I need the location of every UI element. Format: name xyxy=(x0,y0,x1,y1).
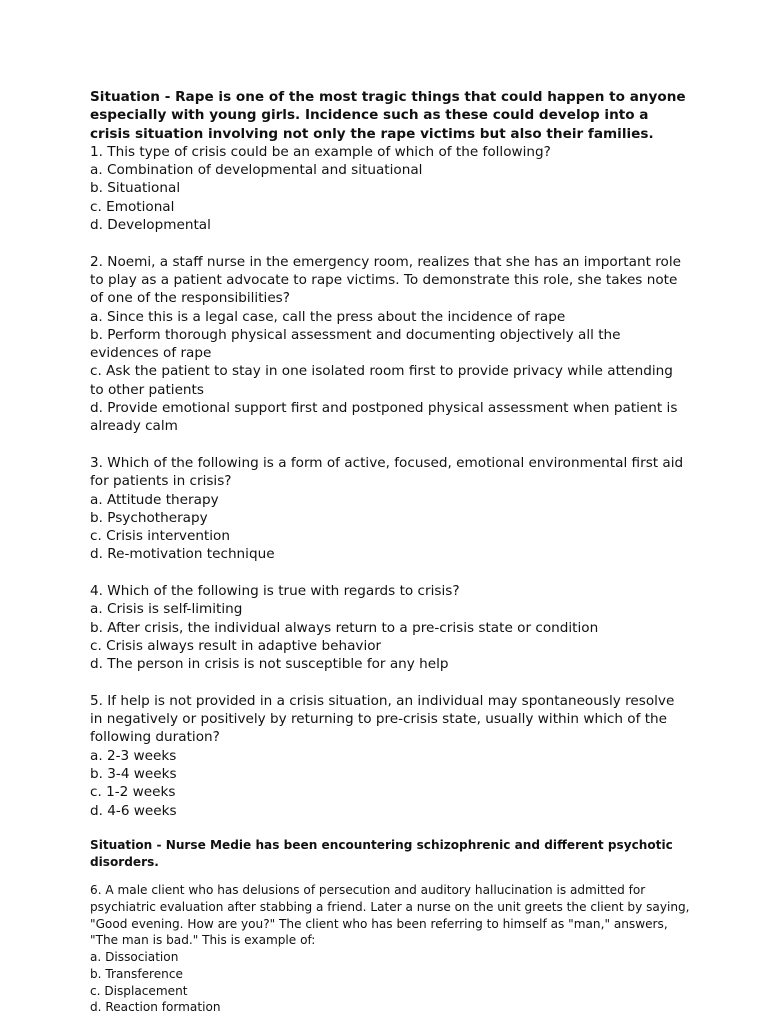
spacer xyxy=(90,436,690,454)
situation-2-text: Situation - Nurse Medie has been encountering schizophrenic and different psychotic disorders. xyxy=(90,837,673,869)
option-b: b. Psychotherapy xyxy=(90,509,208,526)
spacer xyxy=(90,674,690,692)
spacer xyxy=(90,234,690,252)
option-b: b. Perform thorough physical assessment and documenting objectively all the evidences of rape xyxy=(90,326,621,362)
question-stem: 4. Which of the following is true with regards to crisis? xyxy=(90,583,460,600)
option-a: a. Crisis is self-limiting xyxy=(90,601,243,618)
spacer xyxy=(90,564,690,582)
document-body xyxy=(90,88,690,1016)
option-d: d. Re-motivation technique xyxy=(90,546,275,563)
option-c: c. Ask the patient to stay in one isolated room first to provide privacy while attending to other patients xyxy=(90,363,673,398)
question-stem: 3. Which of the following is a form of active, focused, emotional environmental first aid for patients in crisis? xyxy=(90,454,684,490)
option-c: c. Crisis intervention xyxy=(90,528,230,545)
option-b: b. After crisis, the individual always return to a pre-crisis state or condition xyxy=(90,619,599,636)
question-stem: 1. This type of crisis could be an example of which of the following? xyxy=(90,143,551,160)
spacer xyxy=(90,820,690,837)
situation-1-text: Situation - Rape is one of the most tragic things that could happen to anyone especially with young girls. Incidence such as these could develop into a crisis situation involving not only the rape victims but also their families. xyxy=(90,89,686,142)
option-c: c. Displacement xyxy=(90,983,188,998)
option-c: c. Emotional xyxy=(90,198,175,215)
option-d: d. Reaction formation xyxy=(90,1000,221,1015)
question-stem: 5. If help is not provided in a crisis situation, an individual may spontaneously resolve in negatively or positively by returning to pre-crisis state, usually within which of the following duration? xyxy=(90,692,675,746)
option-d: d. 4-6 weeks xyxy=(90,802,177,819)
question-stem: 2. Noemi, a staff nurse in the emergency room, realizes that she has an important role to play as a patient advocate to rape victims. To demonstrate this role, she takes note of one of the responsibilities? xyxy=(90,253,681,307)
option-a: a. Attitude therapy xyxy=(90,491,219,508)
option-a: a. Dissociation xyxy=(90,950,179,965)
option-b: b. Transference xyxy=(90,966,183,981)
question-3 xyxy=(90,454,690,564)
question-6 xyxy=(90,882,690,1016)
option-a: a. Since this is a legal case, call the press about the incidence of rape xyxy=(90,308,566,325)
option-b: b. Situational xyxy=(90,180,181,197)
option-c: c. 1-2 weeks xyxy=(90,784,176,801)
question-4 xyxy=(90,582,690,673)
option-d: d. Developmental xyxy=(90,217,211,234)
question-1 xyxy=(90,143,690,234)
option-d: d. Provide emotional support first and postponed physical assessment when patient is already calm xyxy=(90,400,678,435)
option-d: d. The person in crisis is not susceptible for any help xyxy=(90,656,449,673)
option-a: a. 2-3 weeks xyxy=(90,747,177,764)
question-5 xyxy=(90,692,690,820)
option-a: a. Combination of developmental and situational xyxy=(90,162,423,179)
option-c: c. Crisis always result in adaptive behavior xyxy=(90,637,382,654)
question-stem: 6. A male client who has delusions of persecution and auditory hallucination is admitted for psychiatric evaluation after stabbing a friend. Later a nurse on the unit greets the client by saying, "Good evening. How are you?" The client who has been referring to himself as "man," answers, "The man is bad." This is example of: xyxy=(90,883,690,948)
question-2 xyxy=(90,253,690,436)
option-b: b. 3-4 weeks xyxy=(90,765,177,782)
